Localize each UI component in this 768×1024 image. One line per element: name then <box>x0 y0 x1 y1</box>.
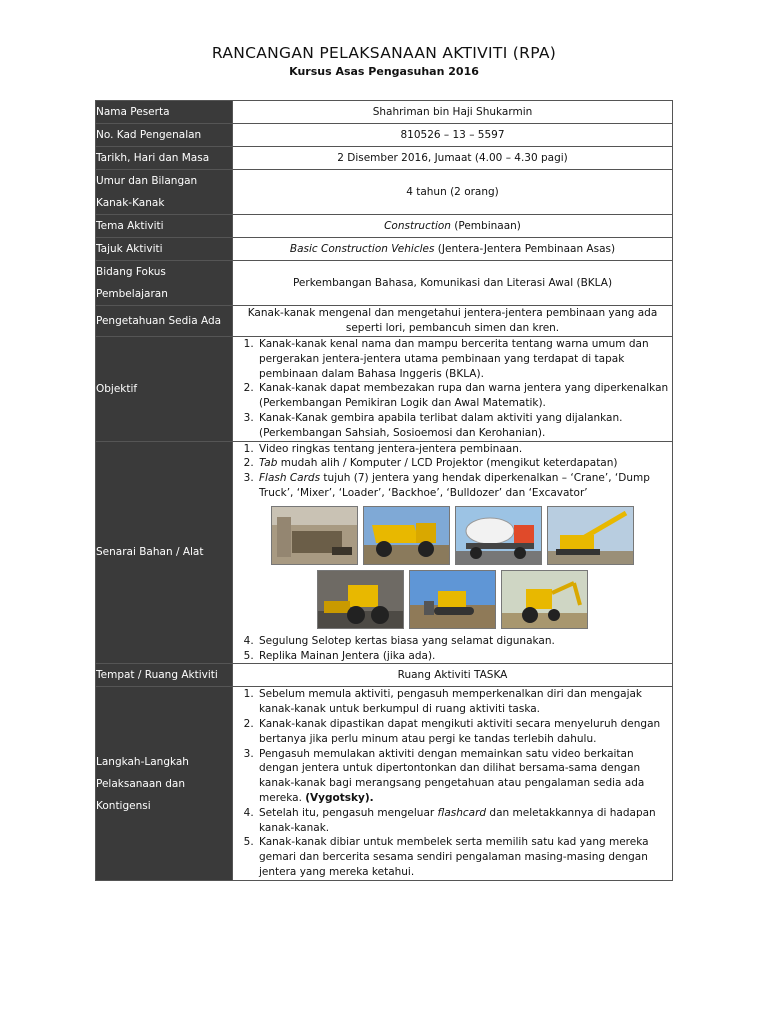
value-nama-peserta: Shahriman bin Haji Shukarmin <box>233 101 673 124</box>
list-item: 1. Kanak-kanak kenal nama dan mampu bercerita tentang warna umum dan pergerakan jentera-jentera utama pembinaan yang terdapat di tapak pembinaan dalam Bahasa Inggeris (BKLA). <box>257 337 672 381</box>
item-italic: flashcard <box>437 806 487 819</box>
item-rest: dan meletakkannya di hadapan kanak-kanak. <box>259 806 656 834</box>
list-item <box>257 806 672 836</box>
value-bidang: Perkembangan Bahasa, Komunikasi dan Literasi Awal (BKLA) <box>233 261 673 306</box>
value-bahan <box>233 441 673 664</box>
dump-truck-photo <box>363 506 450 565</box>
label-tema: Tema Aktiviti <box>96 215 233 238</box>
item-rest: mudah alih / Komputer / LCD Projektor (mengikut keterdapatan) <box>277 457 618 470</box>
row-objektif <box>96 337 673 442</box>
list-item: 3. Kanak-Kanak gembira apabila terlibat dalam aktiviti yang dijalankan. (Perkembangan Sahsiah, Sosioemosi dan Kerohanian). <box>257 411 672 441</box>
photo-row-1 <box>233 506 672 565</box>
list-item <box>257 747 672 806</box>
label-tempat: Tempat / Ruang Aktiviti <box>96 664 233 687</box>
list-item: 4. Segulung Selotep kertas biasa yang selamat digunakan. <box>257 634 672 649</box>
label-tarikh: Tarikh, Hari dan Masa <box>96 147 233 170</box>
list-item <box>257 471 672 501</box>
row-bidang <box>96 261 673 306</box>
document-subtitle: Kursus Asas Pengasuhan 2016 <box>289 65 479 78</box>
row-nama-peserta <box>96 101 673 124</box>
label-objektif: Objektif <box>96 337 233 442</box>
bulldozer-photo <box>409 570 496 629</box>
value-tempat: Ruang Aktiviti TASKA <box>233 664 673 687</box>
value-no-kad: 810526 – 13 – 5597 <box>233 124 673 147</box>
list-item: 1. Video ringkas tentang jentera-jentera pembinaan. <box>257 442 672 457</box>
row-bahan <box>96 441 673 664</box>
list-item: 5. Replika Mainan Jentera (jika ada). <box>257 649 672 664</box>
langkah-list <box>233 687 672 879</box>
value-tajuk <box>233 238 673 261</box>
item-italic: Flash Cards <box>259 472 321 485</box>
value-tema <box>233 215 673 238</box>
row-umur <box>96 170 673 215</box>
value-langkah <box>233 687 673 880</box>
label-no-kad: No. Kad Pengenalan <box>96 124 233 147</box>
objektif-list <box>233 337 672 441</box>
row-tajuk <box>96 238 673 261</box>
tajuk-italic: Basic Construction Vehicles <box>289 242 435 255</box>
backhoe-photo <box>501 570 588 629</box>
row-tempat <box>96 664 673 687</box>
document-title: RANCANGAN PELAKSANAAN AKTIVITI (RPA) <box>211 44 557 62</box>
item-italic: Tab <box>259 457 278 470</box>
row-tarikh <box>96 147 673 170</box>
tema-rest: (Pembinaan) <box>450 219 521 232</box>
label-pengetahuan: Pengetahuan Sedia Ada <box>96 306 233 337</box>
row-langkah <box>96 687 673 880</box>
mixer-photo <box>455 506 542 565</box>
value-tarikh: 2 Disember 2016, Jumaat (4.00 – 4.30 pagi) <box>233 147 673 170</box>
list-item: 1. Sebelum memula aktiviti, pengasuh memperkenalkan diri dan mengajak kanak-kanak untuk berkumpul di ruang aktiviti taska. <box>257 687 672 717</box>
photo-row-2 <box>233 570 672 629</box>
dump-site-photo <box>271 506 358 565</box>
value-pengetahuan: Kanak-kanak mengenal dan mengetahui jentera-jentera pembinaan yang ada seperti lori, pembancuh simen dan kren. <box>233 306 673 337</box>
label-langkah: Langkah-Langkah Pelaksanaan dan Kontigensi <box>96 687 233 880</box>
item-bold: (Vygotsky). <box>305 791 374 804</box>
list-item: 2. Kanak-kanak dapat membezakan rupa dan warna jentera yang diperkenalkan (Perkembangan Pemikiran Logik dan Awal Matematik). <box>257 381 672 411</box>
tajuk-rest: (Jentera-Jentera Pembinaan Asas) <box>434 242 616 255</box>
label-nama-peserta: Nama Peserta <box>96 101 233 124</box>
value-umur: 4 tahun (2 orang) <box>233 170 673 215</box>
loader-photo <box>317 570 404 629</box>
flashcard-photos <box>233 506 672 629</box>
rpa-table <box>95 100 673 881</box>
list-item <box>257 456 672 471</box>
bahan-list-continued <box>233 634 672 664</box>
list-item: 2. Kanak-kanak dipastikan dapat mengikuti aktiviti secara menyeluruh dengan bertanya jika perlu minum atau pergi ke tandas terlebih dahulu. <box>257 717 672 747</box>
item-rest: tujuh (7) jentera yang hendak diperkenalkan – ‘Crane’, ‘Dump Truck’, ‘Mixer’, ‘Loader’, ‘Backhoe’, ‘Bulldozer’ dan ‘Excavator’ <box>259 472 650 499</box>
label-tajuk: Tajuk Aktiviti <box>96 238 233 261</box>
label-bidang: Bidang Fokus Pembelajaran <box>96 261 233 306</box>
list-item: 5. Kanak-kanak dibiar untuk membelek serta memilih satu kad yang mereka gemari dan bercerita sesama sendiri pengalaman masing-masing dengan jentera yang mereka ketahui. <box>257 835 672 879</box>
label-bahan: Senarai Bahan / Alat <box>96 441 233 664</box>
row-no-kad <box>96 124 673 147</box>
tema-italic: Construction <box>384 219 451 232</box>
crane-photo <box>547 506 634 565</box>
value-objektif <box>233 337 673 442</box>
item-text: Setelah itu, pengasuh mengeluar <box>259 806 438 819</box>
item-text: Pengasuh memulakan aktiviti dengan memainkan satu video berkaitan dengan jentera untuk dipertontonkan dan dilihat bersama-sama dengan kanak-kanak bagi merangsang pengetahuan atau pengalaman sedia ada mereka. <box>259 747 645 804</box>
row-pengetahuan <box>96 306 673 337</box>
row-tema <box>96 215 673 238</box>
bahan-list <box>233 442 672 501</box>
label-umur: Umur dan Bilangan Kanak-Kanak <box>96 170 233 215</box>
